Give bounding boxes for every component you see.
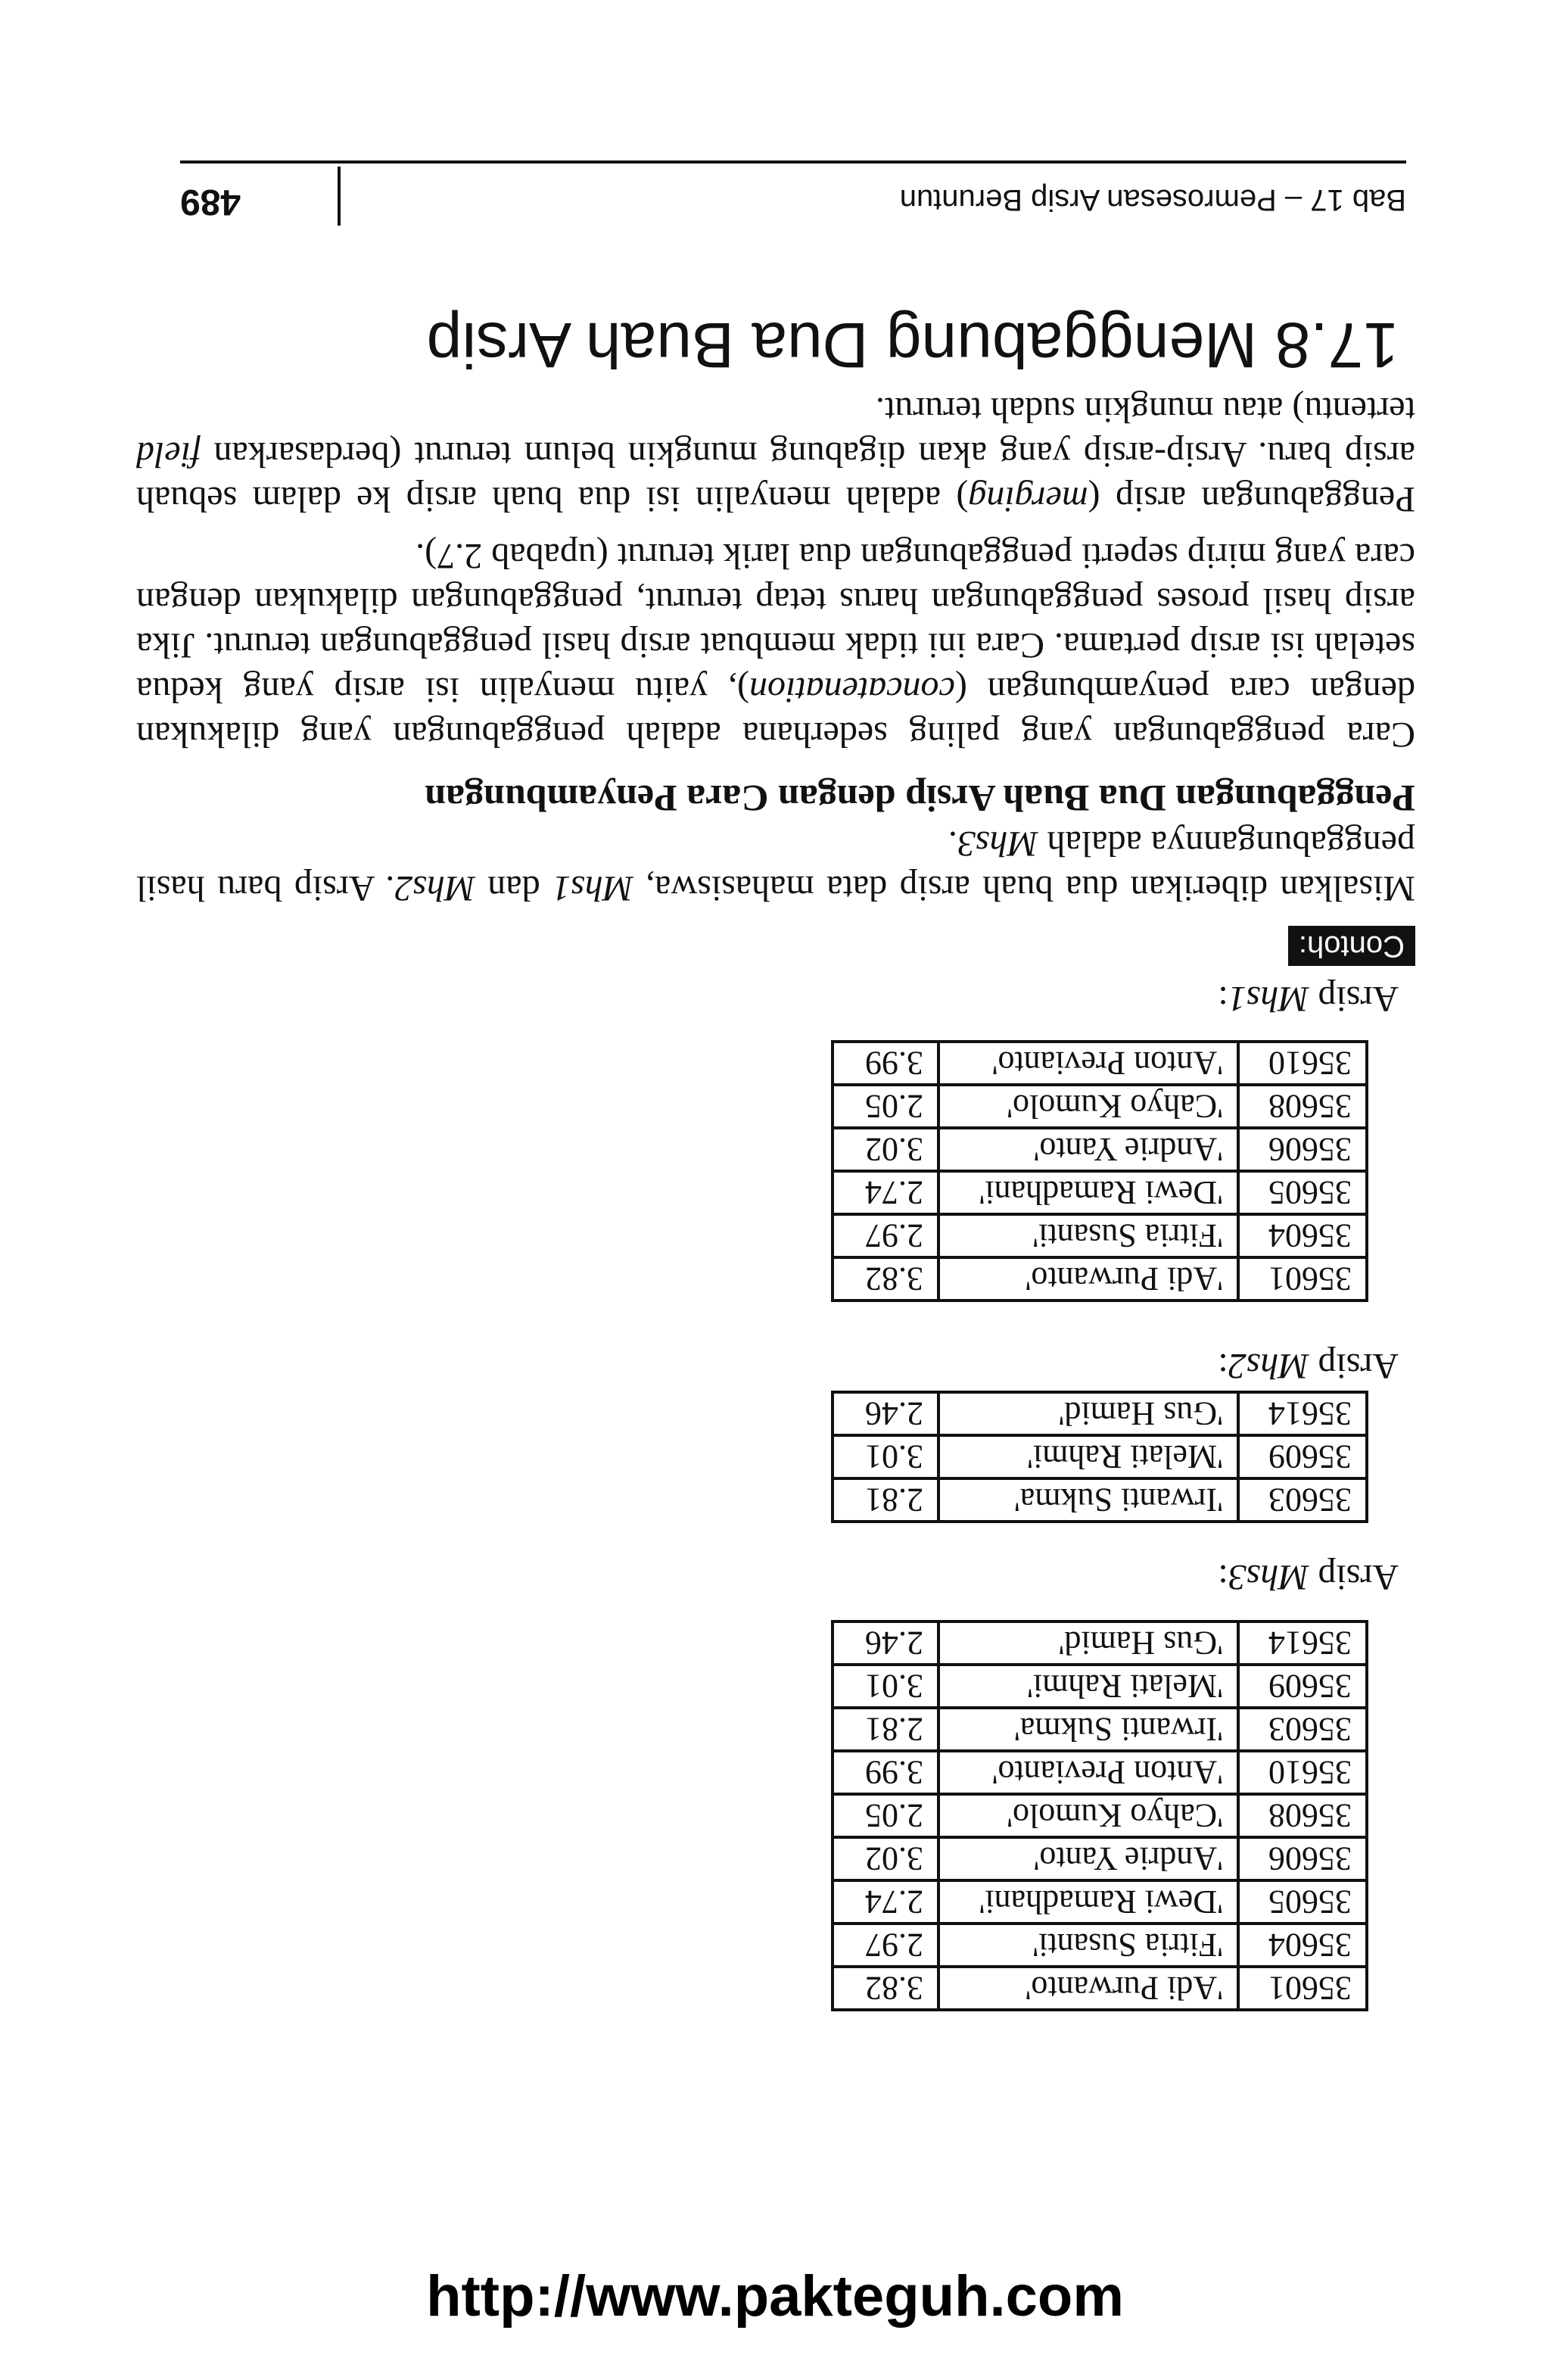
nim-cell: 35604 <box>1238 1214 1367 1257</box>
ipk-cell: 2.81 <box>833 1478 938 1522</box>
nim-cell: 35610 <box>1238 1042 1367 1085</box>
ipk-cell: 3.01 <box>833 1665 938 1708</box>
archive-label-mhs3: Arsip Mhs3: <box>1218 1557 1399 1597</box>
archive-label-mhs1: Arsip Mhs1: <box>1218 979 1399 1019</box>
ipk-cell: 3.02 <box>833 1128 938 1171</box>
ipk-cell: 3.82 <box>833 1967 938 2010</box>
table-row <box>833 1257 1367 1301</box>
archive-table-mhs1 <box>831 1040 1368 1302</box>
nim-cell: 35601 <box>1238 1257 1367 1301</box>
chapter-title: Bab 17 – Pemrosesan Arsip Beruntun <box>899 183 1406 217</box>
watermark-url: http://www.pakteguh.com <box>426 2264 1124 2329</box>
table-row <box>833 1794 1367 1837</box>
nim-cell: 35608 <box>1238 1794 1367 1837</box>
ipk-cell: 2.46 <box>833 1621 938 1665</box>
nim-cell: 35603 <box>1238 1478 1367 1522</box>
name-cell: 'Dewi Ramadhani' <box>938 1171 1238 1214</box>
archive-table-mhs3 <box>831 1620 1368 2011</box>
paragraph-merging-definition: Penggabungan arsip (merging) adalah menyalin isi dua buah arsip ke dalam sebuah arsip baru. Arsip-arsip yang akan digabung mungkin belum terurut (berdasarkan field tertentu) atau mungkin sudah terurut. <box>136 390 1415 519</box>
archive-label-mhs2: Arsip Mhs2: <box>1218 1346 1399 1386</box>
table-row <box>833 1392 1367 1435</box>
archive-name: Mhs2 <box>1228 1346 1309 1386</box>
table-row <box>833 1435 1367 1478</box>
ipk-cell: 2.05 <box>833 1794 938 1837</box>
ipk-cell: 2.74 <box>833 1171 938 1214</box>
archive-name: Mhs3 <box>1228 1557 1309 1597</box>
ipk-cell: 2.74 <box>833 1880 938 1924</box>
name-cell: 'Fitria Susanti' <box>938 1924 1238 1967</box>
name-cell: 'Adi Purwanto' <box>938 1257 1238 1301</box>
name-cell: 'Cahyo Kumolo' <box>938 1794 1238 1837</box>
table-row <box>833 1214 1367 1257</box>
nim-cell: 35609 <box>1238 1665 1367 1708</box>
header-divider <box>338 167 341 226</box>
table-row <box>833 1171 1367 1214</box>
name-cell: 'Adi Purwanto' <box>938 1967 1238 2010</box>
name-cell: 'Andrie Yanto' <box>938 1837 1238 1880</box>
paragraph-merge-methods: Cara penggabungan yang paling sederhana adalah penggabungan yang dilakukan dengan cara penyambungan (concatenation), yaitu menyalin isi arsip yang kedua setelah isi arsip pertama. Cara ini tidak membuat arsip hasil penggabungan terurut. Jika arsip hasil proses penggabungan harus tetap terurut, penggabungan dilakukan dengan cara yang mirip seperti penggabungan dua larik terurut (upabab 2.7). <box>136 536 1415 755</box>
name-cell: 'Gus Hamid' <box>938 1621 1238 1665</box>
name-cell: 'Melati Rahmi' <box>938 1435 1238 1478</box>
ipk-cell: 3.02 <box>833 1837 938 1880</box>
table-row <box>833 1751 1367 1794</box>
paragraph-concatenation-example: Misalkan diberikan dua buah arsip data mahasiswa, Mhs1 dan Mhs2. Arsip baru hasil penggabungannya adalah Mhs3. <box>136 824 1415 908</box>
ipk-cell: 3.82 <box>833 1257 938 1301</box>
name-cell: 'Irwanti Sukma' <box>938 1478 1238 1522</box>
table-row <box>833 1837 1367 1880</box>
nim-cell: 35614 <box>1238 1621 1367 1665</box>
nim-cell: 35614 <box>1238 1392 1367 1435</box>
ipk-cell: 3.99 <box>833 1751 938 1794</box>
nim-cell: 35604 <box>1238 1924 1367 1967</box>
archive-name: Mhs1 <box>1228 979 1309 1019</box>
table-row <box>833 1621 1367 1665</box>
table-row <box>833 1128 1367 1171</box>
name-cell: 'Melati Rahmi' <box>938 1665 1238 1708</box>
name-cell: 'Andrie Yanto' <box>938 1128 1238 1171</box>
example-badge: Contoh: <box>1288 926 1415 966</box>
nim-cell: 35603 <box>1238 1708 1367 1751</box>
nim-cell: 35606 <box>1238 1128 1367 1171</box>
table-row <box>833 1967 1367 2010</box>
ipk-cell: 2.81 <box>833 1708 938 1751</box>
ipk-cell: 3.01 <box>833 1435 938 1478</box>
nim-cell: 35609 <box>1238 1435 1367 1478</box>
name-cell: 'Anton Previanto' <box>938 1751 1238 1794</box>
nim-cell: 35605 <box>1238 1171 1367 1214</box>
ipk-cell: 2.97 <box>833 1214 938 1257</box>
nim-cell: 35606 <box>1238 1837 1367 1880</box>
nim-cell: 35605 <box>1238 1880 1367 1924</box>
name-cell: 'Anton Previanto' <box>938 1042 1238 1085</box>
table-row <box>833 1880 1367 1924</box>
nim-cell: 35610 <box>1238 1751 1367 1794</box>
section-title: 17.8 Menggabung Dua Buah Arsip <box>426 310 1399 381</box>
name-cell: 'Irwanti Sukma' <box>938 1708 1238 1751</box>
name-cell: 'Gus Hamid' <box>938 1392 1238 1435</box>
ipk-cell: 2.05 <box>833 1085 938 1128</box>
table-row <box>833 1085 1367 1128</box>
nim-cell: 35608 <box>1238 1085 1367 1128</box>
table-row <box>833 1478 1367 1522</box>
archive-table-mhs2 <box>831 1391 1368 1523</box>
subheading: Penggabungan Dua Buah Arsip dengan Cara Penyambungan <box>425 777 1415 820</box>
table-row <box>833 1924 1367 1967</box>
name-cell: 'Dewi Ramadhani' <box>938 1880 1238 1924</box>
ipk-cell: 2.46 <box>833 1392 938 1435</box>
name-cell: 'Fitria Susanti' <box>938 1214 1238 1257</box>
table-row <box>833 1708 1367 1751</box>
name-cell: 'Cahyo Kumolo' <box>938 1085 1238 1128</box>
table-row <box>833 1042 1367 1085</box>
ipk-cell: 3.99 <box>833 1042 938 1085</box>
nim-cell: 35601 <box>1238 1967 1367 2010</box>
running-header <box>180 160 1406 232</box>
ipk-cell: 2.97 <box>833 1924 938 1967</box>
table-row <box>833 1665 1367 1708</box>
page-number: 489 <box>180 182 241 222</box>
